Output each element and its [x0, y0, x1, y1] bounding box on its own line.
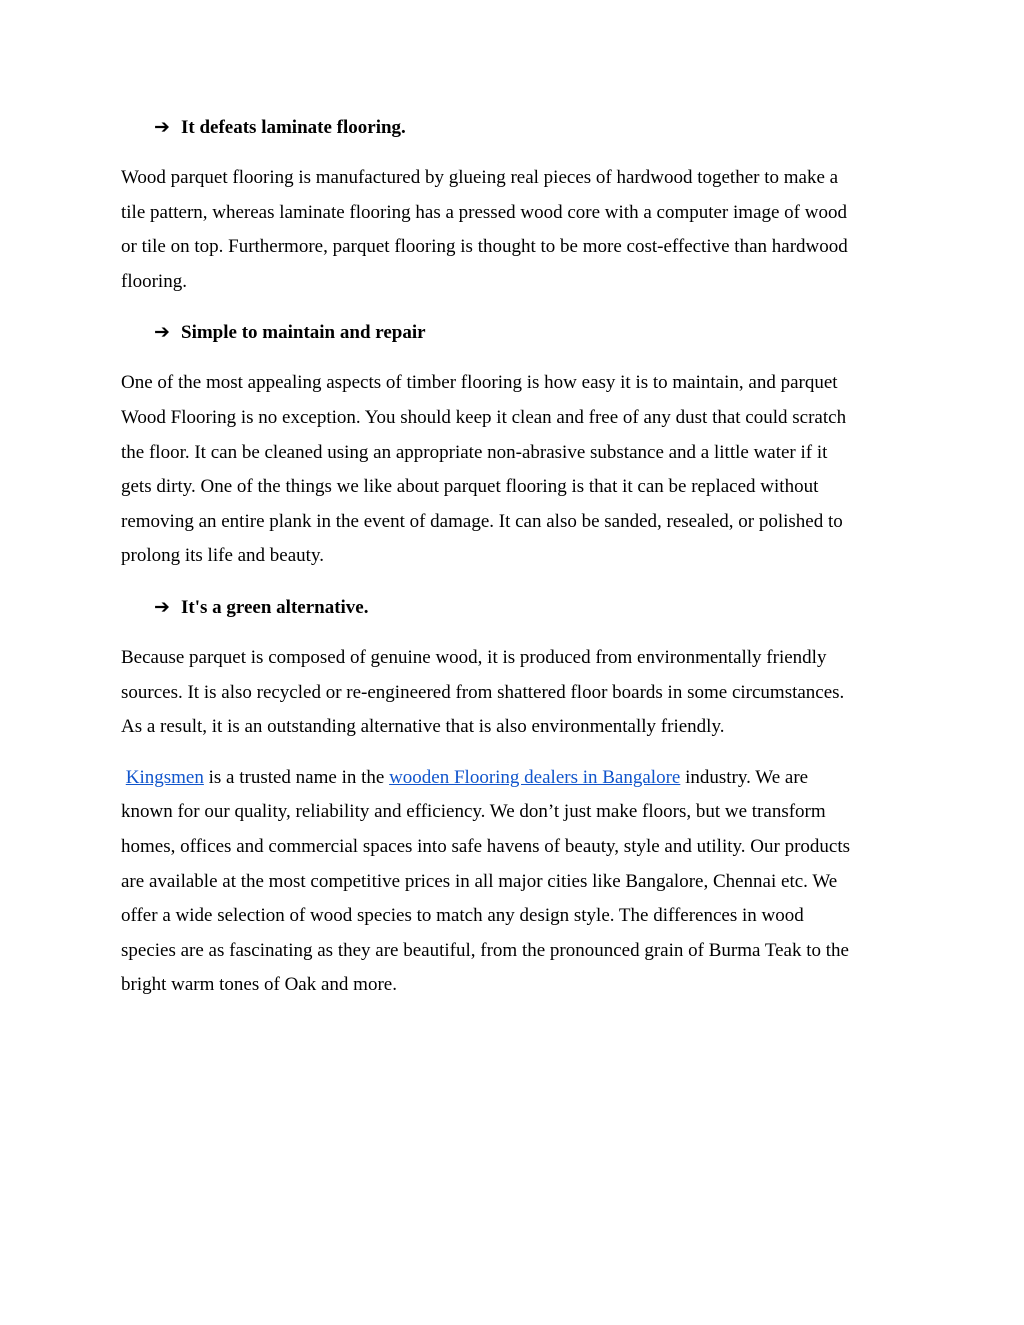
paragraph-line: removing an entire plank in the event of damage. It can also be sanded, resealed, or polished to	[121, 510, 843, 532]
heading-text: It's a green alternative.	[181, 596, 369, 618]
section-heading	[154, 315, 901, 350]
paragraph-line: As a result, it is an outstanding alternative that is also environmentally friendly.	[121, 716, 725, 738]
paragraph-line: Because parquet is composed of genuine wood, it is produced from environmentally friendly	[121, 646, 827, 668]
arrow-bullet-icon: ➔	[154, 116, 170, 138]
paragraph-line: flooring.	[121, 270, 187, 292]
document-page	[121, 110, 901, 1019]
section-paragraph	[121, 161, 901, 299]
paragraph-line: bright warm tones of Oak and more.	[121, 974, 397, 996]
paragraph-line: sources. It is also recycled or re-engineered from shattered floor boards in some circumstances.	[121, 681, 845, 703]
paragraph-line: homes, offices and commercial spaces into safe havens of beauty, style and utility. Our products	[121, 835, 851, 857]
paragraph-line: are available at the most competitive prices in all major cities like Bangalore, Chennai etc. We	[121, 870, 838, 892]
closing-text: industry. We are	[680, 766, 809, 788]
paragraph-line: Wood Flooring is no exception. You should keep it clean and free of any dust that could scratch	[121, 406, 847, 428]
arrow-bullet-icon: ➔	[154, 595, 170, 618]
section-heading	[154, 590, 901, 625]
paragraph-line: tile pattern, whereas laminate flooring has a pressed wood core with a computer image of wood	[121, 201, 847, 223]
section-heading	[154, 110, 901, 145]
paragraph-line: or tile on top. Furthermore, parquet flooring is thought to be more cost-effective than hardwood	[121, 236, 848, 258]
kingsmen-link[interactable]: Kingsmen	[125, 766, 204, 788]
paragraph-line: species are as fascinating as they are beautiful, from the pronounced grain of Burma Teak to the	[121, 939, 849, 961]
heading-text: It defeats laminate flooring.	[181, 117, 406, 138]
closing-paragraph	[121, 761, 901, 1003]
arrow-bullet-icon: ➔	[154, 321, 170, 344]
paragraph-line	[121, 761, 901, 796]
paragraph-line: Wood parquet flooring is manufactured by glueing real pieces of hardwood together to make a	[121, 167, 839, 188]
paragraph-line: known for our quality, reliability and efficiency. We don’t just make floors, but we transform	[121, 801, 826, 823]
heading-text: Simple to maintain and repair	[181, 322, 426, 344]
wooden-flooring-dealers-link[interactable]: wooden Flooring dealers in Bangalore	[389, 766, 681, 788]
paragraph-line: offer a wide selection of wood species to match any design style. The differences in wood	[121, 905, 804, 927]
section-paragraph	[121, 366, 901, 574]
closing-text: is a trusted name in the	[203, 766, 390, 788]
paragraph-line: prolong its life and beauty.	[121, 545, 324, 567]
paragraph-line: One of the most appealing aspects of timber flooring is how easy it is to maintain, and parquet	[121, 372, 838, 394]
section-paragraph	[121, 641, 901, 745]
paragraph-line: gets dirty. One of the things we like about parquet flooring is that it can be replaced without	[121, 476, 819, 498]
paragraph-line: the floor. It can be cleaned using an appropriate non-abrasive substance and a little water if it	[121, 441, 828, 463]
